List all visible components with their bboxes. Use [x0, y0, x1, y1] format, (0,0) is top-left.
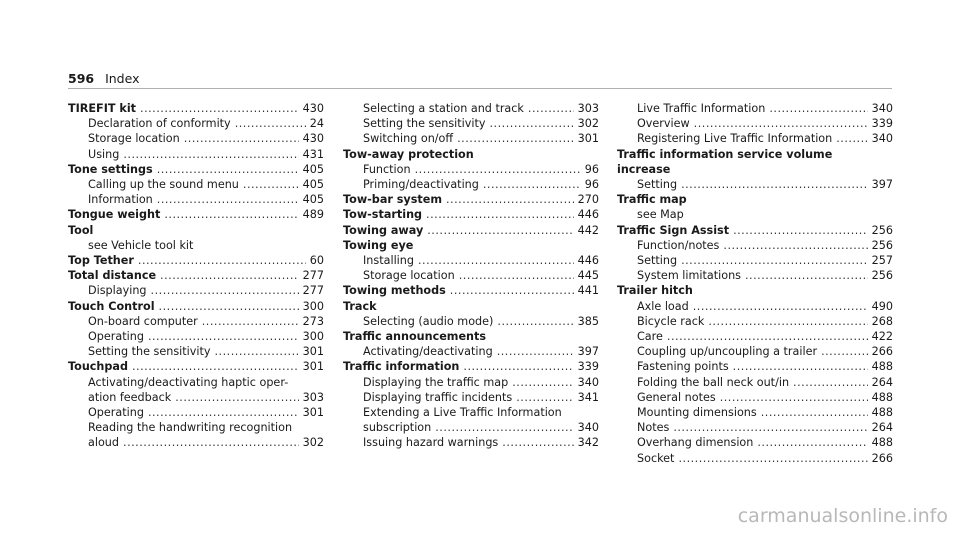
index-subentry	[617, 344, 893, 359]
dot-leader	[733, 359, 868, 374]
dot-leader	[667, 329, 868, 344]
entry-term: Touchpad	[68, 360, 128, 374]
index-entry	[68, 101, 324, 116]
entry-page-number: 339	[577, 360, 599, 374]
index-subentry	[343, 390, 599, 405]
entry-page-number: 303	[302, 390, 324, 404]
entry-term: Installing	[363, 254, 414, 268]
entry-page-number: 488	[871, 360, 893, 374]
index-subentry	[68, 177, 324, 192]
entry-term: Function/notes	[637, 238, 720, 252]
dot-leader	[793, 375, 868, 390]
entry-page-number: 430	[302, 102, 324, 115]
index-entry: Traffic information service volume	[617, 147, 833, 161]
dot-leader	[426, 207, 574, 222]
entry-page-number: 264	[871, 375, 893, 389]
entry-term: Fastening points	[637, 360, 729, 374]
index-subentry	[343, 101, 599, 116]
entry-page-number: 256	[871, 223, 893, 237]
index-entry	[343, 283, 599, 298]
dot-leader	[160, 268, 299, 283]
entry-page-number: 385	[577, 314, 599, 328]
entry-term: Live Traffic Information	[637, 102, 766, 115]
entry-page-number: 301	[302, 345, 324, 359]
dot-leader	[681, 177, 868, 192]
entry-page-number: 442	[577, 223, 599, 237]
dot-leader	[497, 344, 574, 359]
index-entry: Tow-away protection	[343, 147, 474, 161]
entry-page-number: 256	[871, 269, 893, 283]
index-entry: increase	[617, 162, 671, 176]
index-entry	[343, 192, 599, 207]
entry-term: Declaration of conformity	[88, 117, 231, 131]
index-subentry	[68, 329, 324, 344]
entry-page-number: 302	[302, 436, 324, 450]
index-subentry	[617, 359, 893, 374]
dot-leader	[733, 223, 868, 238]
entry-term: Care	[637, 330, 663, 344]
dot-leader	[516, 390, 573, 405]
dot-leader	[157, 162, 299, 177]
dot-leader	[151, 283, 299, 298]
entry-page-number: 96	[584, 178, 599, 192]
index-subentry	[617, 314, 893, 329]
entry-term: Touch Control	[68, 299, 155, 313]
dot-leader	[132, 359, 299, 374]
entry-term: Registering Live Traffic Information	[637, 132, 833, 146]
entry-term: Issuing hazard warnings	[363, 436, 499, 450]
index-subentry	[617, 177, 893, 192]
dot-leader	[483, 177, 581, 192]
dot-leader	[159, 299, 299, 314]
index-entry	[68, 207, 324, 222]
index-subentry	[68, 390, 324, 405]
index-column-1	[68, 101, 324, 451]
entry-term: On-board computer	[88, 314, 198, 328]
entry-term: Traffic Sign Assist	[617, 223, 730, 237]
dot-leader	[435, 420, 573, 435]
index-subentry	[343, 375, 599, 390]
entry-page-number: 339	[871, 117, 893, 131]
dot-leader	[708, 314, 867, 329]
dot-leader	[678, 451, 867, 466]
dot-leader	[415, 162, 581, 177]
dot-leader	[497, 314, 573, 329]
entry-term: Traffic information	[343, 360, 460, 374]
index-subentry	[343, 344, 599, 359]
index-subentry	[68, 435, 324, 450]
dot-leader	[457, 131, 574, 146]
entry-page-number: 24	[309, 117, 324, 131]
dot-leader	[148, 405, 299, 420]
index-entry: Towing eye	[343, 238, 414, 252]
entry-page-number: 445	[577, 269, 599, 283]
dot-leader	[184, 131, 299, 146]
entry-term: Storage location	[88, 132, 180, 146]
entry-term: Activating/deactivating	[363, 345, 493, 359]
dot-leader	[673, 420, 867, 435]
dot-leader	[418, 253, 574, 268]
entry-term: Tow-bar system	[343, 193, 442, 207]
index-entry	[68, 299, 324, 314]
entry-term: Towing methods	[343, 284, 446, 298]
dot-leader	[757, 435, 867, 450]
index-subentry	[343, 435, 599, 450]
entry-term: Selecting a station and track	[363, 102, 524, 115]
entry-term: Displaying the traffic map	[363, 375, 509, 389]
entry-term: Selecting (audio mode)	[363, 314, 494, 328]
entry-page-number: 340	[871, 102, 893, 115]
entry-term: Calling up the sound menu	[88, 178, 239, 192]
entry-page-number: 301	[302, 360, 324, 374]
entry-page-number: 340	[871, 132, 893, 146]
index-subentry	[68, 283, 324, 298]
entry-page-number: 441	[577, 284, 599, 298]
entry-page-number: 268	[871, 314, 893, 328]
entry-term: Tone settings	[68, 162, 153, 176]
dot-leader	[123, 435, 299, 450]
entry-page-number: 342	[577, 436, 599, 450]
index-subentry	[343, 131, 599, 146]
entry-page-number: 405	[302, 193, 324, 207]
entry-page-number: 405	[302, 178, 324, 192]
entry-term: Function	[363, 162, 411, 176]
dot-leader	[123, 147, 298, 162]
entry-term: Coupling up/uncoupling a trailer	[637, 345, 818, 359]
entry-term: Storage location	[363, 269, 455, 283]
entry-term: Setting	[637, 254, 678, 268]
dot-leader	[459, 268, 574, 283]
entry-term: TIREFIT kit	[68, 102, 137, 115]
entry-term: Priming/deactivating	[363, 178, 479, 192]
index-entry	[617, 223, 893, 238]
entry-page-number: 431	[302, 147, 324, 161]
entry-term: Top Tether	[68, 254, 134, 268]
index-subentry	[617, 405, 893, 420]
entry-term: Bicycle rack	[637, 314, 705, 328]
index-subentry: Reading the handwriting recognition	[88, 421, 293, 435]
entry-term: Operating	[88, 406, 144, 420]
entry-page-number: 397	[871, 178, 893, 192]
dot-leader	[745, 268, 868, 283]
dot-leader	[720, 390, 868, 405]
entry-term: General notes	[637, 390, 716, 404]
entry-page-number: 264	[871, 421, 893, 435]
entry-page-number: 277	[302, 269, 324, 283]
index-subentry	[617, 101, 893, 116]
index-subentry	[343, 253, 599, 268]
entry-term: Socket	[637, 451, 675, 465]
entry-page-number: 300	[302, 330, 324, 344]
index-subentry	[617, 435, 893, 450]
dot-leader	[235, 116, 306, 131]
index-subentry	[68, 314, 324, 329]
index-subentry	[68, 405, 324, 420]
index-subentry	[68, 147, 324, 162]
dot-leader	[821, 344, 868, 359]
entry-term: Mounting dimensions	[637, 406, 757, 420]
index-subentry: see Map	[637, 208, 684, 222]
entry-page-number: 422	[871, 330, 893, 344]
dot-leader	[512, 375, 573, 390]
dot-leader	[463, 359, 573, 374]
dot-leader	[490, 116, 574, 131]
index-subentry	[68, 116, 324, 131]
entry-page-number: 488	[871, 406, 893, 420]
index-column-3	[617, 101, 893, 466]
index-subentry	[343, 268, 599, 283]
dot-leader	[836, 131, 867, 146]
dot-leader	[528, 101, 574, 116]
index-subentry	[617, 375, 893, 390]
entry-page-number: 340	[577, 421, 599, 435]
dot-leader	[769, 101, 867, 116]
entry-term: Operating	[88, 330, 144, 344]
entry-page-number: 303	[577, 102, 599, 115]
entry-page-number: 277	[302, 284, 324, 298]
entry-term: Setting the sensitivity	[88, 345, 211, 359]
entry-page-number: 60	[309, 254, 324, 268]
entry-page-number: 430	[302, 132, 324, 146]
entry-term: Tongue weight	[68, 208, 161, 222]
entry-term: Tow-starting	[343, 208, 423, 222]
entry-term: Information	[88, 193, 153, 207]
section-title: Index	[105, 71, 140, 86]
entry-term: Displaying traffic incidents	[363, 390, 513, 404]
index-entry	[68, 253, 324, 268]
index-entry: Traffic announcements	[343, 330, 486, 344]
entry-term: System limitations	[637, 269, 741, 283]
page-number: 596	[68, 71, 95, 86]
entry-term: Setting	[637, 178, 678, 192]
header-divider	[68, 88, 892, 89]
index-entry	[343, 223, 599, 238]
entry-page-number: 270	[577, 193, 599, 207]
entry-page-number: 273	[302, 314, 324, 328]
entry-page-number: 301	[577, 132, 599, 146]
index-entry: Traffic map	[617, 193, 687, 207]
entry-term: aloud	[88, 436, 120, 450]
dot-leader	[427, 223, 573, 238]
dot-leader	[140, 101, 299, 116]
index-subentry	[617, 390, 893, 405]
dot-leader	[215, 344, 299, 359]
entry-term: Setting the sensitivity	[363, 117, 486, 131]
dot-leader	[723, 238, 867, 253]
entry-page-number: 256	[871, 238, 893, 252]
dot-leader	[693, 299, 868, 314]
entry-page-number: 302	[577, 117, 599, 131]
entry-term: Overview	[637, 117, 690, 131]
index-subentry	[343, 177, 599, 192]
dot-leader	[202, 314, 299, 329]
entry-term: Axle load	[637, 299, 689, 313]
entry-term: ation feedback	[88, 390, 172, 404]
index-entry	[343, 207, 599, 222]
entry-term: Overhang dimension	[637, 436, 754, 450]
dot-leader	[761, 405, 868, 420]
entry-page-number: 490	[871, 299, 893, 313]
index-subentry	[68, 131, 324, 146]
entry-page-number: 489	[302, 208, 324, 222]
index-subentry	[617, 131, 893, 146]
dot-leader	[243, 177, 299, 192]
dot-leader	[157, 192, 299, 207]
index-entry: Trailer hitch	[617, 284, 693, 298]
entry-term: Towing away	[343, 223, 424, 237]
entry-page-number: 397	[577, 345, 599, 359]
index-subentry	[68, 192, 324, 207]
dot-leader	[681, 253, 868, 268]
index-subentry	[617, 238, 893, 253]
index-subentry	[343, 314, 599, 329]
entry-page-number: 446	[577, 254, 599, 268]
index-column-2	[343, 101, 599, 451]
index-subentry	[617, 329, 893, 344]
index-subentry: see Vehicle tool kit	[88, 238, 194, 252]
index-subentry	[343, 116, 599, 131]
entry-page-number: 266	[871, 451, 893, 465]
entry-page-number: 488	[871, 390, 893, 404]
watermark: carmanualsonline.info	[737, 505, 948, 527]
index-entry	[68, 359, 324, 374]
entry-term: Using	[88, 147, 120, 161]
index-entry	[343, 359, 599, 374]
index-subentry	[343, 420, 599, 435]
entry-page-number: 300	[302, 299, 324, 313]
index-subentry	[68, 344, 324, 359]
entry-page-number: 301	[302, 406, 324, 420]
entry-page-number: 257	[871, 254, 893, 268]
dot-leader	[450, 283, 574, 298]
index-subentry	[617, 116, 893, 131]
entry-term: Total distance	[68, 269, 157, 283]
entry-page-number: 446	[577, 208, 599, 222]
dot-leader	[164, 207, 298, 222]
index-entry: Track	[343, 299, 377, 313]
index-entry: Tool	[68, 223, 94, 237]
entry-term: Notes	[637, 421, 670, 435]
entry-page-number: 266	[871, 345, 893, 359]
dot-leader	[694, 116, 868, 131]
dot-leader	[138, 253, 306, 268]
index-subentry	[617, 253, 893, 268]
entry-page-number: 340	[577, 375, 599, 389]
index-subentry	[617, 420, 893, 435]
page-header	[68, 71, 140, 86]
entry-page-number: 488	[871, 436, 893, 450]
index-subentry	[617, 451, 893, 466]
index-subentry	[617, 299, 893, 314]
entry-term: Folding the ball neck out/in	[637, 375, 790, 389]
index-subentry: Activating/deactivating haptic oper-	[88, 375, 289, 389]
index-subentry	[617, 268, 893, 283]
dot-leader	[175, 390, 298, 405]
entry-term: Displaying	[88, 284, 147, 298]
dot-leader	[148, 329, 299, 344]
index-entry	[68, 268, 324, 283]
entry-page-number: 405	[302, 162, 324, 176]
index-subentry: Extending a Live Traffic Information	[363, 406, 562, 420]
index-subentry	[343, 162, 599, 177]
entry-page-number: 341	[577, 390, 599, 404]
entry-term: subscription	[363, 421, 432, 435]
dot-leader	[502, 435, 573, 450]
entry-term: Switching on/off	[363, 132, 454, 146]
dot-leader	[446, 192, 574, 207]
index-entry	[68, 162, 324, 177]
entry-page-number: 96	[584, 162, 599, 176]
